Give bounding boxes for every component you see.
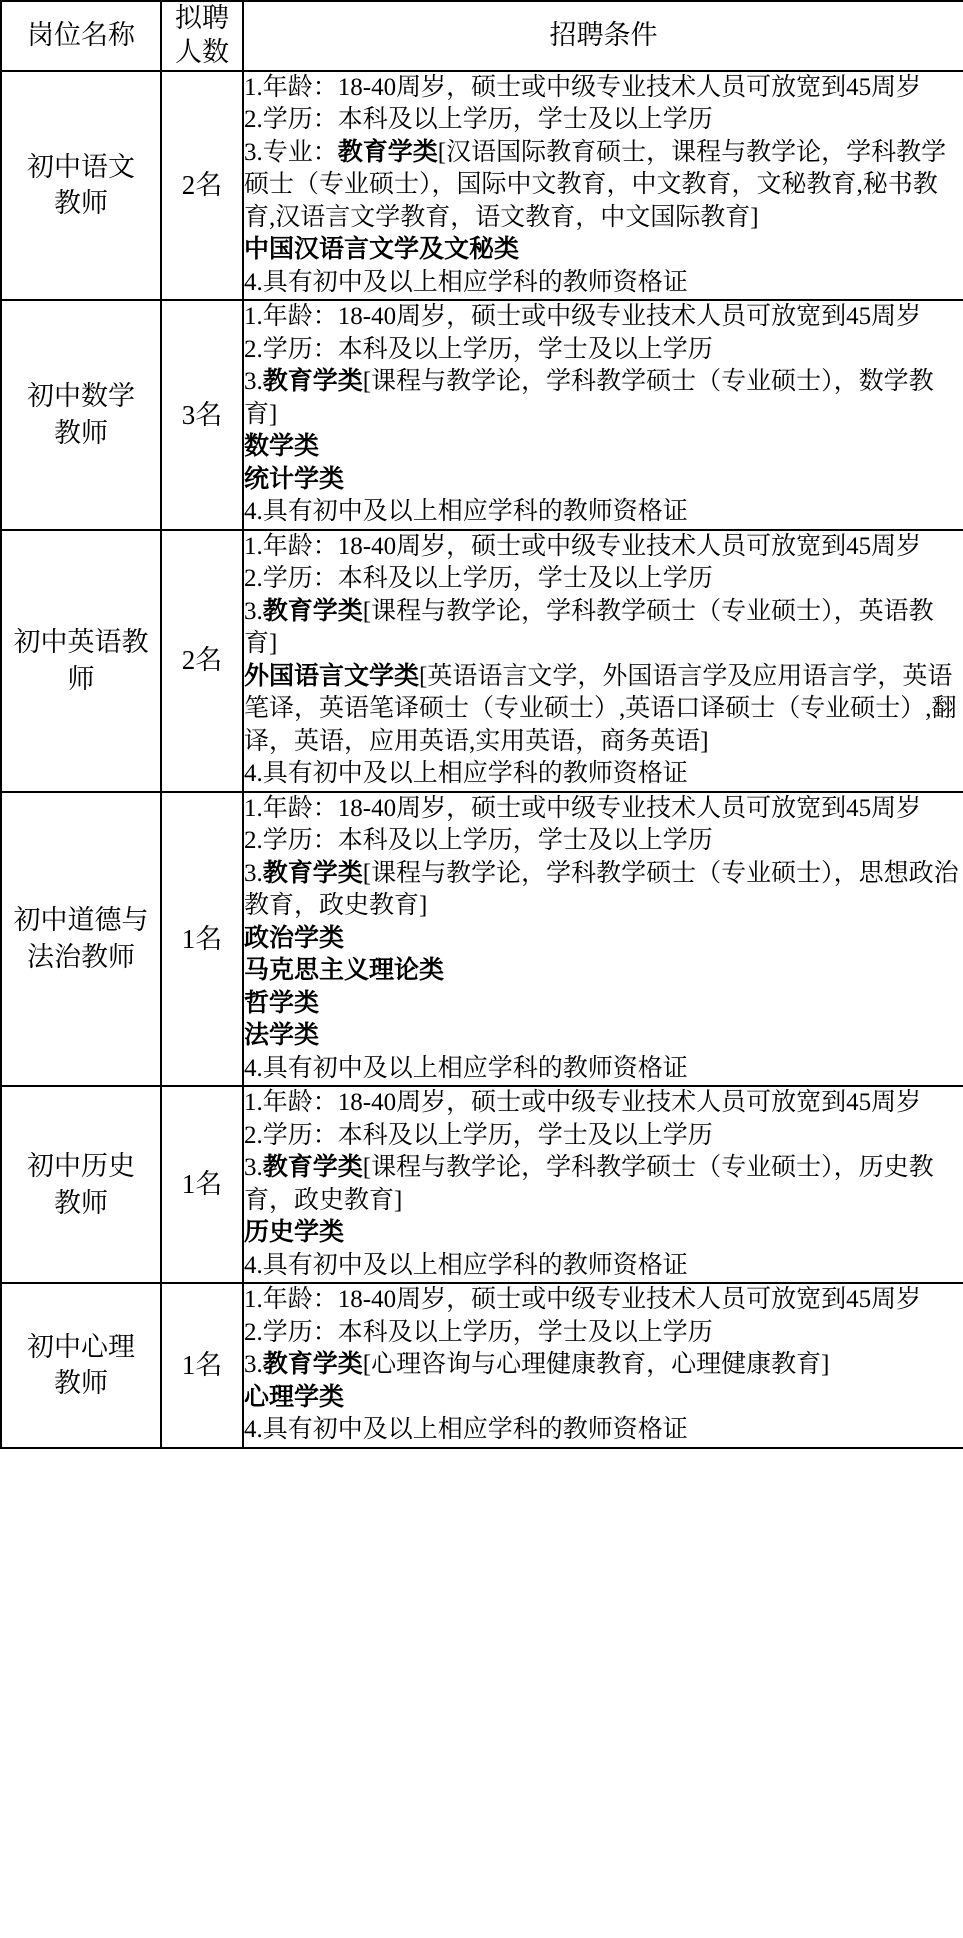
table-row	[1, 1283, 963, 1448]
condition-major-detail: [课程与教学论，学科教学硕士（专业硕士），数学教育]	[244, 368, 934, 428]
post-name-line2: 教师	[54, 1368, 108, 1399]
post-name-line2: 师	[67, 663, 95, 694]
post-name-line2: 教师	[54, 1187, 108, 1218]
condition-line: 4.具有初中及以上相应学科的教师资格证	[244, 1251, 688, 1279]
condition-line: 1.年龄：18-40周岁，硕士或中级专业技术人员可放宽到45周岁	[244, 1286, 922, 1313]
condition-major-category: 数学类	[244, 433, 320, 460]
condition-line: 2.学历：本科及以上学历，学士及以上学历	[244, 106, 713, 133]
condition-line: 1.年龄：18-40周岁，硕士或中级专业技术人员可放宽到45周岁	[244, 794, 922, 822]
post-name-line2: 法治教师	[27, 941, 135, 972]
condition-line: 4.具有初中及以上相应学科的教师资格证	[244, 498, 688, 525]
condition-line: 4.具有初中及以上相应学科的教师资格证	[244, 268, 688, 296]
condition-major-detail: [心理咨询与心理健康教育，心理健康教育]	[362, 1351, 830, 1378]
condition-prefix: 3.	[244, 597, 263, 625]
table-row	[1, 71, 963, 301]
condition-major-category: 教育学类	[262, 597, 363, 625]
condition-line: 1.年龄：18-40周岁，硕士或中级专业技术人员可放宽到45周岁	[244, 532, 922, 560]
condition-major-category: 教育学类	[262, 1351, 363, 1378]
condition-line: 4.具有初中及以上相应学科的教师资格证	[244, 760, 688, 787]
post-name-line2: 教师	[54, 417, 108, 448]
column-header-number	[161, 1, 243, 71]
condition-major-detail: [英语语言文学，外国语言学及应用语言学，英语笔译，英语笔译硕士（专业硕士）,英语口译硕士（专业硕士）,翻译，英语，应用英语,实用英语，商务英语]	[244, 662, 957, 755]
condition-line: 1.年龄：18-40周岁，硕士或中级专业技术人员可放宽到45周岁	[244, 73, 922, 101]
table-row	[1, 1086, 963, 1283]
condition-line: 2.学历：本科及以上学历，学士及以上学历	[244, 1121, 713, 1149]
column-header-number-line2: 人数	[175, 36, 229, 67]
post-name-line2: 教师	[54, 188, 108, 219]
table-row	[1, 530, 963, 792]
condition-line	[244, 1382, 963, 1415]
column-header-post: 岗位名称	[1, 1, 161, 71]
condition-major-category: 统计学类	[244, 465, 345, 493]
condition-major-detail: [课程与教学论，学科教学硕士（专业硕士），英语教育]	[244, 597, 934, 657]
condition-line: 1.年龄：18-40周岁，硕士或中级专业技术人员可放宽到45周岁	[244, 1089, 922, 1116]
condition-line	[244, 137, 963, 235]
condition-line	[244, 366, 963, 431]
condition-line: 2.学历：本科及以上学历，学士及以上学历	[244, 335, 713, 363]
condition-prefix: 3.	[244, 1154, 263, 1181]
column-header-conditions: 招聘条件	[243, 1, 963, 71]
condition-prefix: 3.	[244, 368, 263, 395]
post-name-line1: 初中数学	[27, 381, 135, 412]
cell-post-name	[1, 1086, 161, 1283]
condition-line	[244, 1349, 963, 1382]
condition-major-category: 历史学类	[244, 1219, 345, 1246]
condition-prefix: 3.专业：	[244, 138, 338, 166]
cell-conditions	[243, 530, 963, 792]
post-name-line1: 初中英语教	[13, 627, 149, 658]
post-name-line1: 初中历史	[27, 1151, 135, 1182]
condition-line	[244, 234, 963, 267]
cell-post-name	[1, 300, 161, 530]
condition-line: 1.年龄：18-40周岁，硕士或中级专业技术人员可放宽到45周岁	[244, 303, 922, 330]
condition-major-category: 哲学类	[244, 989, 320, 1017]
condition-line	[244, 431, 963, 464]
cell-hire-count: 3名	[161, 300, 243, 530]
condition-line: 2.学历：本科及以上学历，学士及以上学历	[244, 827, 713, 854]
condition-line	[244, 858, 963, 923]
condition-line: 4.具有初中及以上相应学科的教师资格证	[244, 1416, 688, 1443]
table-body	[1, 71, 963, 1448]
cell-conditions	[243, 1086, 963, 1283]
condition-major-category: 外国语言文学类	[244, 662, 420, 690]
cell-conditions	[243, 792, 963, 1087]
condition-major-category: 教育学类	[262, 859, 363, 887]
condition-major-category: 马克思主义理论类	[244, 957, 445, 984]
condition-line	[244, 464, 963, 497]
cell-conditions	[243, 300, 963, 530]
cell-post-name	[1, 792, 161, 1087]
column-header-number-line1: 拟聘	[175, 3, 229, 33]
condition-major-category: 教育学类	[262, 368, 363, 395]
condition-line	[244, 661, 963, 759]
cell-hire-count: 1名	[161, 1283, 243, 1448]
cell-hire-count: 1名	[161, 1086, 243, 1283]
condition-line	[244, 1020, 963, 1053]
cell-hire-count: 2名	[161, 71, 243, 301]
condition-major-category: 教育学类	[337, 138, 438, 166]
post-name-line1: 初中心理	[27, 1331, 135, 1362]
condition-line: 4.具有初中及以上相应学科的教师资格证	[244, 1054, 688, 1082]
condition-line: 2.学历：本科及以上学历，学士及以上学历	[244, 565, 713, 592]
cell-post-name	[1, 530, 161, 792]
condition-major-category: 政治学类	[244, 924, 345, 952]
condition-line	[244, 955, 963, 988]
condition-line	[244, 596, 963, 661]
post-name-line1: 初中语文	[27, 151, 135, 182]
cell-conditions	[243, 71, 963, 301]
condition-major-detail: [课程与教学论，学科教学硕士（专业硕士），思想政治教育，政史教育]	[244, 859, 959, 919]
condition-line	[244, 988, 963, 1021]
table-header	[1, 1, 963, 71]
condition-major-category: 教育学类	[262, 1154, 363, 1181]
condition-prefix: 3.	[244, 859, 263, 887]
table-header-row	[1, 1, 963, 71]
post-name-line1: 初中道德与	[13, 905, 149, 936]
condition-line: 2.学历：本科及以上学历，学士及以上学历	[244, 1318, 713, 1346]
condition-prefix: 3.	[244, 1351, 263, 1378]
cell-hire-count: 2名	[161, 530, 243, 792]
condition-major-detail: [汉语国际教育硕士，课程与教学论，学科教学硕士（专业硕士），国际中文教育，中文教育，文秘教育,秘书教育,汉语言文学教育，语文教育，中文国际教育]	[244, 138, 947, 231]
cell-post-name	[1, 71, 161, 301]
condition-major-detail: [课程与教学论，学科教学硕士（专业硕士），历史教育，政史教育]	[244, 1154, 934, 1214]
condition-major-category: 中国汉语言文学及文秘类	[244, 236, 520, 263]
condition-line	[244, 1152, 963, 1217]
table-row	[1, 300, 963, 530]
cell-hire-count: 1名	[161, 792, 243, 1087]
condition-major-category: 心理学类	[244, 1383, 345, 1411]
cell-post-name	[1, 1283, 161, 1448]
condition-line	[244, 1217, 963, 1250]
table-row	[1, 792, 963, 1087]
cell-conditions	[243, 1283, 963, 1448]
condition-major-category: 法学类	[244, 1022, 320, 1049]
condition-line	[244, 923, 963, 956]
